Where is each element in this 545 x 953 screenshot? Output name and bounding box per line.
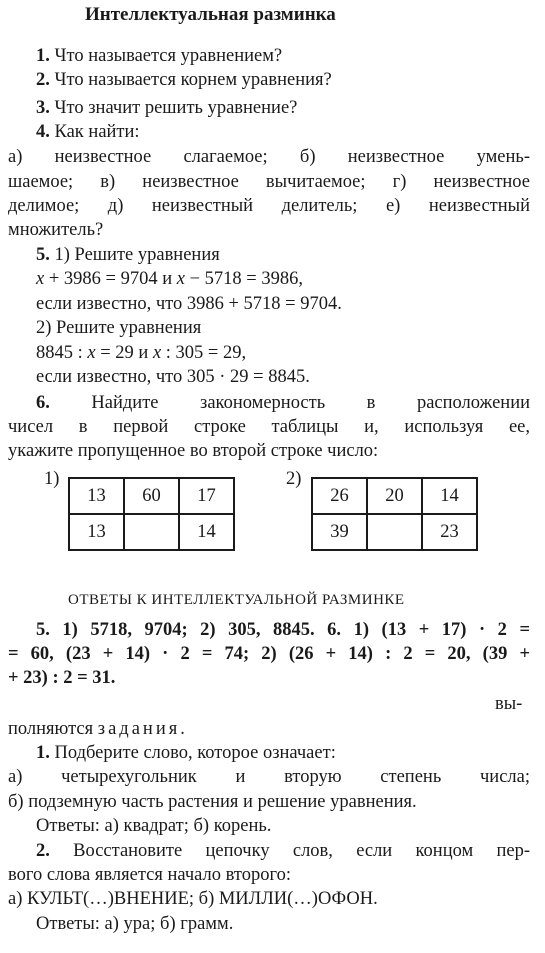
task-1 xyxy=(36,742,336,764)
question-4-line-2: шаемое; в) неизвестное вычитаемое; г) неизвестное xyxy=(8,172,530,192)
question-number: 3. xyxy=(36,98,50,118)
question-5-line-6: если известно, что 305 · 29 = 8845. xyxy=(36,367,310,387)
table-cell: 20 xyxy=(367,478,422,514)
question-6-line-2: чисел в первой строке таблицы и, используя ее, xyxy=(8,417,530,437)
question-number: 4. xyxy=(36,122,50,142)
task-text: Восстановите цепочку слов, если концом пер- xyxy=(73,841,530,861)
question-2 xyxy=(36,69,332,91)
task-2-answer: Ответы: а) ура; б) грамм. xyxy=(36,914,234,934)
variable-x: x xyxy=(87,343,96,363)
table-row xyxy=(69,514,234,550)
table-cell: 60 xyxy=(124,478,179,514)
equation-part: : 305 = 29, xyxy=(161,343,247,363)
task-1-answer: Ответы: а) квадрат; б) корень. xyxy=(36,816,272,836)
variable-x: x xyxy=(152,343,162,363)
table-2-label: 2) xyxy=(286,469,302,489)
question-5 xyxy=(36,244,220,266)
intro-text: . xyxy=(180,719,185,739)
number-table-2 xyxy=(311,477,478,551)
page-title: Интеллектуальная разминка xyxy=(85,4,336,25)
question-4-line-3: делимое; д) неизвестный делитель; е) неизвестный xyxy=(8,196,530,216)
table-cell: 23 xyxy=(422,514,477,550)
table-cell: 13 xyxy=(69,514,124,550)
number-table-1 xyxy=(68,477,235,551)
question-text: Найдите закономерность в расположении xyxy=(91,393,530,413)
equation-part: = 29 и xyxy=(95,343,153,363)
question-number: 5. xyxy=(36,245,50,265)
variable-x: x xyxy=(176,269,185,289)
variable-x: x xyxy=(36,269,45,289)
table-row xyxy=(69,478,234,514)
table-cell: 13 xyxy=(69,478,124,514)
table-cell: 14 xyxy=(422,478,477,514)
table-cell: 26 xyxy=(312,478,367,514)
question-6-line-1 xyxy=(36,392,530,414)
hyphenated-word-start: вы- xyxy=(495,694,523,714)
question-number: 1. xyxy=(36,46,50,66)
tasks-intro xyxy=(8,718,185,740)
question-number: 2. xyxy=(36,70,50,90)
table-row xyxy=(312,478,477,514)
answers-line-3: + 23) : 2 = 31. xyxy=(8,668,116,688)
equation-1 xyxy=(36,268,303,290)
task-2-line-2: вого слова является начало второго: xyxy=(8,865,292,885)
equation-2 xyxy=(36,342,246,364)
question-4 xyxy=(36,121,140,143)
question-1 xyxy=(36,45,282,67)
question-text: Что значит решить уравнение? xyxy=(54,98,298,118)
task-number: 2. xyxy=(36,841,50,861)
question-5-line-3: если известно, что 3986 + 5718 = 9704. xyxy=(36,294,342,314)
question-text: 1) Решите уравнения xyxy=(54,245,220,265)
table-cell-missing xyxy=(124,514,179,550)
table-cell: 14 xyxy=(179,514,234,550)
question-text: Что называется корнем уравнения? xyxy=(54,70,332,90)
question-4-line-4: множитель? xyxy=(8,220,104,240)
question-4-line-1: а) неизвестное слагаемое; б) неизвестное умень- xyxy=(8,147,530,167)
task-number: 1. xyxy=(36,743,50,763)
table-row xyxy=(312,514,477,550)
question-text: Как найти: xyxy=(54,122,140,142)
intro-emphasis: задания xyxy=(97,719,181,739)
question-3 xyxy=(36,97,297,119)
table-cell-missing xyxy=(367,514,422,550)
question-6-line-3: укажите пропущенное во второй строке число: xyxy=(8,441,379,461)
task-1-line-2: а) четырехугольник и вторую степень числа; xyxy=(8,767,530,787)
task-text: Подберите слово, которое означает: xyxy=(54,743,336,763)
answers-heading: ОТВЕТЫ К ИНТЕЛЛЕКТУАЛЬНОЙ РАЗМИНКЕ xyxy=(68,592,405,608)
equation-part: 8845 : xyxy=(36,343,88,363)
answers-line-1: 5. 1) 5718, 9704; 2) 305, 8845. 6. 1) (13 + 17) · 2 = xyxy=(36,620,530,640)
task-1-line-3: б) подземную часть растения и решение уравнения. xyxy=(8,792,417,812)
task-2-line-3: а) КУЛЬТ(…)ВНЕНИЕ; б) МИЛЛИ(…)ОФОН. xyxy=(8,889,378,909)
intro-text: полняются xyxy=(8,719,98,739)
question-text: Что называется уравнением? xyxy=(54,46,283,66)
equation-part: + 3986 = 9704 и xyxy=(44,269,177,289)
table-1-label: 1) xyxy=(44,469,60,489)
question-number: 6. xyxy=(36,393,50,413)
question-5-line-4: 2) Решите уравнения xyxy=(36,318,202,338)
answers-line-2: = 60, (23 + 14) · 2 = 74; 2) (26 + 14) : 2 = 20, (39 + xyxy=(8,644,530,664)
equation-part: − 5718 = 3986, xyxy=(184,269,303,289)
table-cell: 39 xyxy=(312,514,367,550)
task-2 xyxy=(36,840,530,862)
table-cell: 17 xyxy=(179,478,234,514)
